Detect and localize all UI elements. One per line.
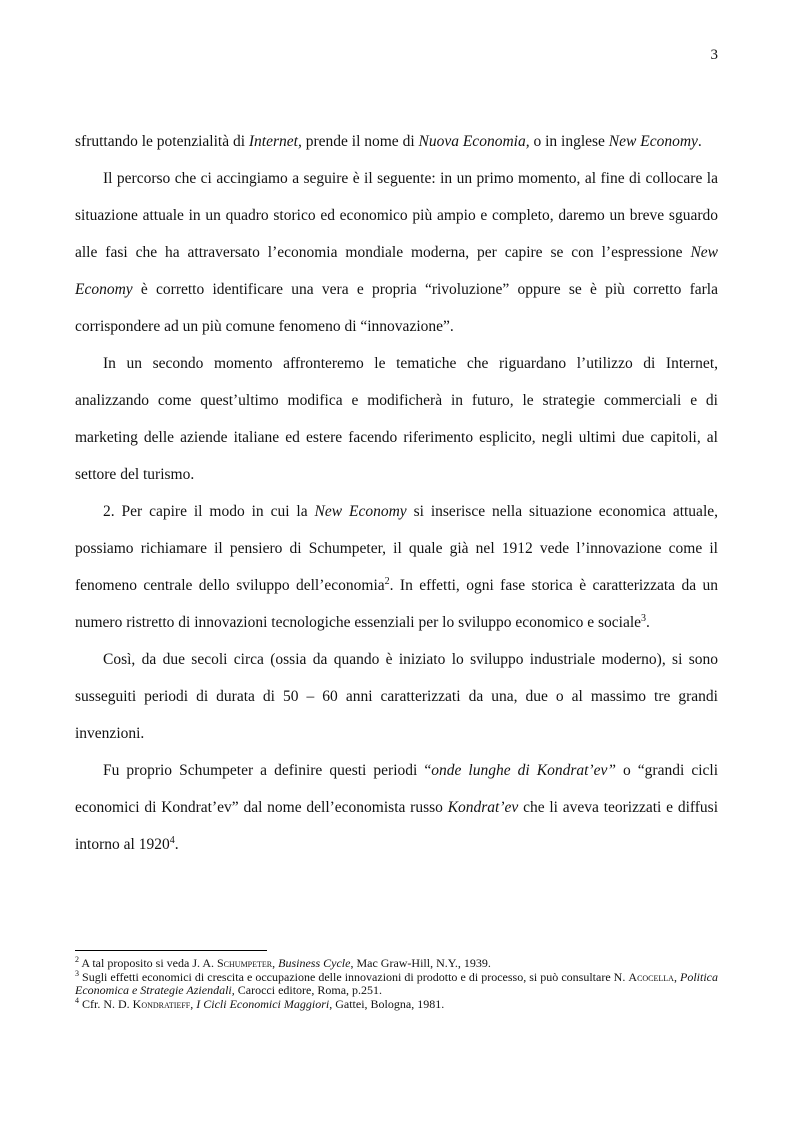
footnotes bbox=[75, 957, 718, 1011]
footnote-ref-2[interactable]: 2 bbox=[384, 575, 390, 587]
paragraph-2: Il percorso che ci accingiamo a seguire è il seguente: in un primo momento, al fine di collocare la situazione attuale in un quadro storico ed economico più ampio e completo, daremo un breve sguardo alle fasi che ha attraversato l’economia mondiale moderna, per capire se con l’espressione New Economy è corretto identificare una vera e propria “rivoluzione” oppure se è più corretto farla corrispondere ad un più comune fenomeno di “innovazione”. bbox=[75, 170, 718, 335]
footnote-2: $^2$ A tal proposito si veda J. A. Schumpeter, Business Cycle, Mac Graw-Hill, N.Y., 1939. bbox=[75, 955, 491, 970]
footnote-4: $^4$ Cfr. N. D. Kondratieff, I Cicli Economici Maggiori, Gattei, Bologna, 1981. bbox=[75, 995, 445, 1011]
footnote-separator bbox=[75, 950, 267, 951]
paragraph-1: sfruttando le potenzialità di Internet, prende il nome di Nuova Economia, o in inglese New Economy. bbox=[75, 133, 702, 150]
paragraph-3: In un secondo momento affronteremo le tematiche che riguardano l’utilizzo di Internet, analizzando come quest’ultimo modifica e modificherà in futuro, le strategie commerciali e di marketing delle aziende italiane ed estere facendo riferimento esplicito, negli ultimi due capitoli, al settore del turismo. bbox=[75, 355, 718, 483]
paragraph-5: Così, da due secoli circa (ossia da quando è iniziato lo sviluppo industriale moderno), si sono susseguiti periodi di durata di 50 – 60 anni caratterizzati da una, due o al massimo tre grandi invenzioni. bbox=[75, 651, 718, 742]
footnote-3: $^3$ Sugli effetti economici di crescita e occupazione delle innovazioni di prodotto e di processo, si può consultare N. Acocella, Politica Economica e Strategie Aziendali, Carocci editore, Roma, p.251. bbox=[75, 968, 719, 997]
paragraph-6: Fu proprio Schumpeter a definire questi periodi “onde lunghe di Kondrat’ev” o “grandi cicli economici di Kondrat’ev” dal nome dell’economista russo Kondrat’ev che li aveva teorizzati e diffusi intorno al 1920$^4$. bbox=[75, 762, 719, 853]
footnote-ref-3[interactable]: 3 bbox=[641, 612, 647, 624]
footnote-ref-4[interactable]: 4 bbox=[169, 834, 175, 846]
body-text bbox=[75, 123, 718, 863]
paragraph-4: 2. Per capire il modo in cui la New Economy si inserisce nella situazione economica attuale, possiamo richiamare il pensiero di Schumpeter, il quale già nel 1912 vede l’innovazione come il fenomeno centrale dello sviluppo dell’economia$^2$. In effetti, ogni fase storica è caratterizzata da un numero ristretto di innovazioni tecnologiche essenziali per lo sviluppo economico e sociale$^3$. bbox=[75, 503, 718, 631]
page-number: 3 bbox=[710, 47, 718, 63]
